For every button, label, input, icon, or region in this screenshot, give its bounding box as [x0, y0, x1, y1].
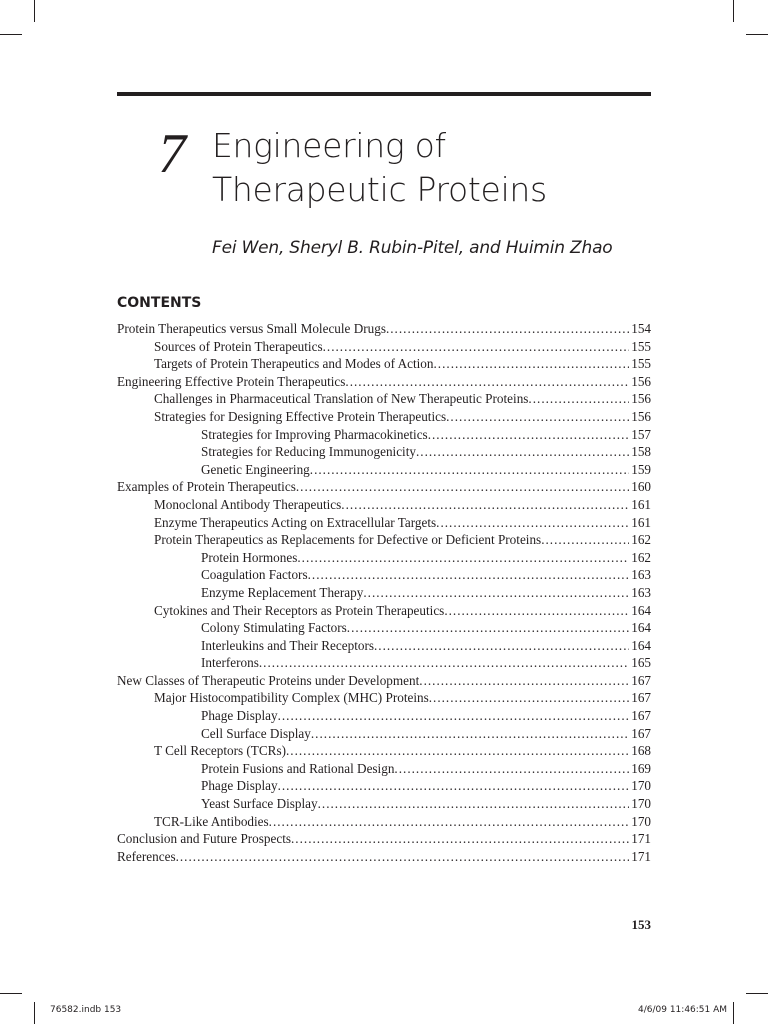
- toc-entry-title: Genetic Engineering: [201, 461, 310, 477]
- toc-leader-dots: [541, 531, 629, 549]
- toc-entry-page: 157: [631, 426, 651, 442]
- toc-entry-page: 163: [631, 584, 651, 600]
- toc-leader-dots: [419, 672, 629, 690]
- toc-entry: [117, 689, 651, 707]
- toc-leader-dots: [318, 795, 630, 813]
- toc-entry-page: 170: [631, 813, 651, 829]
- toc-entry: [117, 443, 651, 461]
- toc-entry-title: Examples of Protein Therapeutics: [117, 479, 296, 495]
- toc-entry-page: 170: [631, 796, 651, 812]
- toc-leader-dots: [286, 742, 629, 760]
- toc-entry: [117, 654, 651, 672]
- toc-entry: [117, 795, 651, 813]
- toc-entry-title: Strategies for Improving Pharmacokinetics: [201, 426, 428, 442]
- toc-leader-dots: [446, 408, 629, 426]
- crop-mark-top-left-h: [0, 34, 22, 35]
- toc-entry-title: Protein Fusions and Rational Design: [201, 760, 395, 776]
- toc-entry-title: Interleukins and Their Receptors: [201, 637, 374, 653]
- toc-entry-title: Strategies for Designing Effective Protein Therapeutics: [154, 408, 447, 424]
- toc-entry-title: Enzyme Therapeutics Acting on Extracellular Targets: [154, 514, 437, 530]
- page-number: 153: [631, 917, 651, 932]
- toc-entry: [117, 390, 651, 408]
- chapter-authors: Fei Wen, Sheryl B. Rubin-Pitel, and Huimin Zhao: [212, 238, 613, 258]
- toc-entry-title: Challenges in Pharmaceutical Translation of New Therapeutic Proteins: [154, 391, 529, 407]
- crop-mark-top-right-v: [733, 0, 734, 22]
- toc-leader-dots: [363, 584, 629, 602]
- toc-entry-page: 154: [631, 321, 651, 336]
- toc-entry: [117, 373, 651, 391]
- toc-entry-title: New Classes of Therapeutic Proteins under Development: [117, 672, 420, 688]
- toc-leader-dots: [416, 443, 629, 461]
- toc-entry-page: 162: [631, 549, 651, 565]
- toc-entry: [117, 531, 651, 549]
- toc-entry-page: 167: [631, 672, 651, 688]
- toc-leader-dots: [269, 813, 630, 831]
- toc-entry-page: 161: [631, 514, 651, 530]
- toc-entry-page: 156: [631, 391, 651, 407]
- toc-entry-page: 169: [631, 760, 651, 776]
- toc-entry-page: 163: [631, 567, 651, 583]
- toc-entry: [117, 496, 651, 514]
- toc-leader-dots: [311, 725, 629, 743]
- crop-mark-bottom-right-h: [746, 993, 768, 994]
- toc-entry-page: 164: [631, 602, 651, 618]
- toc-leader-dots: [528, 390, 629, 408]
- toc-entry-title: TCR-Like Antibodies: [154, 813, 269, 829]
- toc-leader-dots: [308, 566, 630, 584]
- toc-entry: [117, 355, 651, 373]
- toc-entry-page: 155: [631, 356, 651, 372]
- crop-mark-top-left-v: [34, 0, 35, 22]
- toc-entry: [117, 848, 651, 866]
- toc-entry: [117, 320, 651, 338]
- toc-entry-title: Protein Therapeutics as Replacements for Defective or Deficient Proteins: [154, 532, 542, 548]
- toc-entry-page: 168: [631, 743, 651, 759]
- toc-entry-title: Phage Display: [201, 708, 278, 724]
- toc-leader-dots: [296, 478, 629, 496]
- toc-entry-title: Targets of Protein Therapeutics and Modes of Action: [154, 356, 434, 372]
- slug-file-info: 76582.indb 153: [50, 1005, 122, 1015]
- toc-entry-title: Protein Therapeutics versus Small Molecule Drugs: [117, 321, 386, 336]
- toc-entry: [117, 707, 651, 725]
- toc-entry: [117, 566, 651, 584]
- chapter-title-line-2: Therapeutic Proteins: [212, 170, 547, 209]
- toc-leader-dots: [259, 654, 629, 672]
- toc-entry: [117, 514, 651, 532]
- toc-leader-dots: [278, 777, 630, 795]
- crop-mark-bottom-left-v: [34, 1002, 35, 1024]
- toc-leader-dots: [345, 373, 629, 391]
- toc-entry: [117, 478, 651, 496]
- toc-entry-page: 170: [631, 778, 651, 794]
- chapter-top-rule: [117, 92, 651, 96]
- toc-entry-title: Coagulation Factors: [201, 567, 308, 583]
- toc-leader-dots: [297, 549, 629, 567]
- toc-leader-dots: [341, 496, 629, 514]
- toc-entry: [117, 584, 651, 602]
- chapter-title: [212, 124, 547, 212]
- toc-entry-title: Phage Display: [201, 778, 278, 794]
- toc-entry: [117, 637, 651, 655]
- toc-leader-dots: [394, 760, 629, 778]
- toc-entry: [117, 742, 651, 760]
- toc-entry-page: 159: [631, 461, 651, 477]
- crop-mark-bottom-left-h: [0, 993, 22, 994]
- toc-leader-dots: [386, 320, 629, 338]
- toc-leader-dots: [278, 707, 630, 725]
- toc-entry: [117, 338, 651, 356]
- toc-leader-dots: [291, 830, 629, 848]
- chapter-number: 7: [158, 123, 186, 185]
- toc-entry-page: 171: [631, 831, 651, 847]
- toc-entry: [117, 760, 651, 778]
- toc-entry-page: 167: [631, 725, 651, 741]
- contents-heading: CONTENTS: [117, 295, 202, 311]
- toc-entry: [117, 549, 651, 567]
- toc-leader-dots: [310, 461, 629, 479]
- toc-entry-page: 158: [631, 444, 651, 460]
- toc-entry-page: 156: [631, 373, 651, 389]
- toc-entry: [117, 777, 651, 795]
- toc-entry-title: Strategies for Reducing Immunogenicity: [201, 444, 416, 460]
- toc-entry: [117, 602, 651, 620]
- crop-mark-bottom-right-v: [733, 1002, 734, 1024]
- toc-entry-page: 161: [631, 496, 651, 512]
- toc-entry-title: Enzyme Replacement Therapy: [201, 584, 364, 600]
- slug-timestamp: 4/6/09 11:46:51 AM: [638, 1005, 728, 1015]
- toc-entry: [117, 426, 651, 444]
- toc-entry-title: Major Histocompatibility Complex (MHC) Proteins: [154, 690, 429, 706]
- toc-entry-page: 165: [631, 655, 651, 671]
- toc-entry-title: Protein Hormones: [201, 549, 298, 565]
- toc-entry-page: 164: [631, 637, 651, 653]
- toc-leader-dots: [374, 637, 629, 655]
- toc-leader-dots: [429, 689, 629, 707]
- toc-entry: [117, 672, 651, 690]
- toc-entry-title: Conclusion and Future Prospects: [117, 831, 291, 847]
- toc-entry: [117, 619, 651, 637]
- toc-entry-title: Colony Stimulating Factors: [201, 620, 347, 636]
- toc-entry: [117, 725, 651, 743]
- toc-entry-title: T Cell Receptors (TCRs): [154, 743, 286, 759]
- table-of-contents: [117, 320, 651, 865]
- toc-entry-page: 171: [631, 848, 651, 864]
- toc-entry-title: Cell Surface Display: [201, 725, 311, 741]
- toc-entry-title: Interferons: [201, 655, 259, 671]
- toc-entry-title: Sources of Protein Therapeutics: [154, 338, 323, 354]
- toc-entry: [117, 813, 651, 831]
- toc-entry-page: 167: [631, 708, 651, 724]
- toc-leader-dots: [434, 355, 630, 373]
- toc-entry-title: References: [117, 848, 176, 864]
- toc-entry-page: 167: [631, 690, 651, 706]
- toc-entry: [117, 461, 651, 479]
- toc-entry-title: Monoclonal Antibody Therapeutics: [154, 496, 342, 512]
- crop-mark-top-right-h: [746, 34, 768, 35]
- toc-leader-dots: [347, 619, 629, 637]
- toc-entry-page: 156: [631, 408, 651, 424]
- toc-entry-page: 160: [631, 479, 651, 495]
- toc-entry-page: 164: [631, 620, 651, 636]
- toc-entry-title: Cytokines and Their Receptors as Protein Therapeutics: [154, 602, 445, 618]
- toc-leader-dots: [176, 848, 630, 866]
- toc-leader-dots: [428, 426, 630, 444]
- toc-entry-title: Yeast Surface Display: [201, 796, 318, 812]
- toc-entry-page: 162: [631, 532, 651, 548]
- toc-entry-page: 155: [631, 338, 651, 354]
- toc-leader-dots: [444, 602, 629, 620]
- toc-entry: [117, 830, 651, 848]
- chapter-title-line-1: Engineering of: [212, 126, 446, 165]
- toc-entry-title: Engineering Effective Protein Therapeutics: [117, 373, 346, 389]
- toc-leader-dots: [323, 338, 630, 356]
- toc-leader-dots: [436, 514, 629, 532]
- toc-entry: [117, 408, 651, 426]
